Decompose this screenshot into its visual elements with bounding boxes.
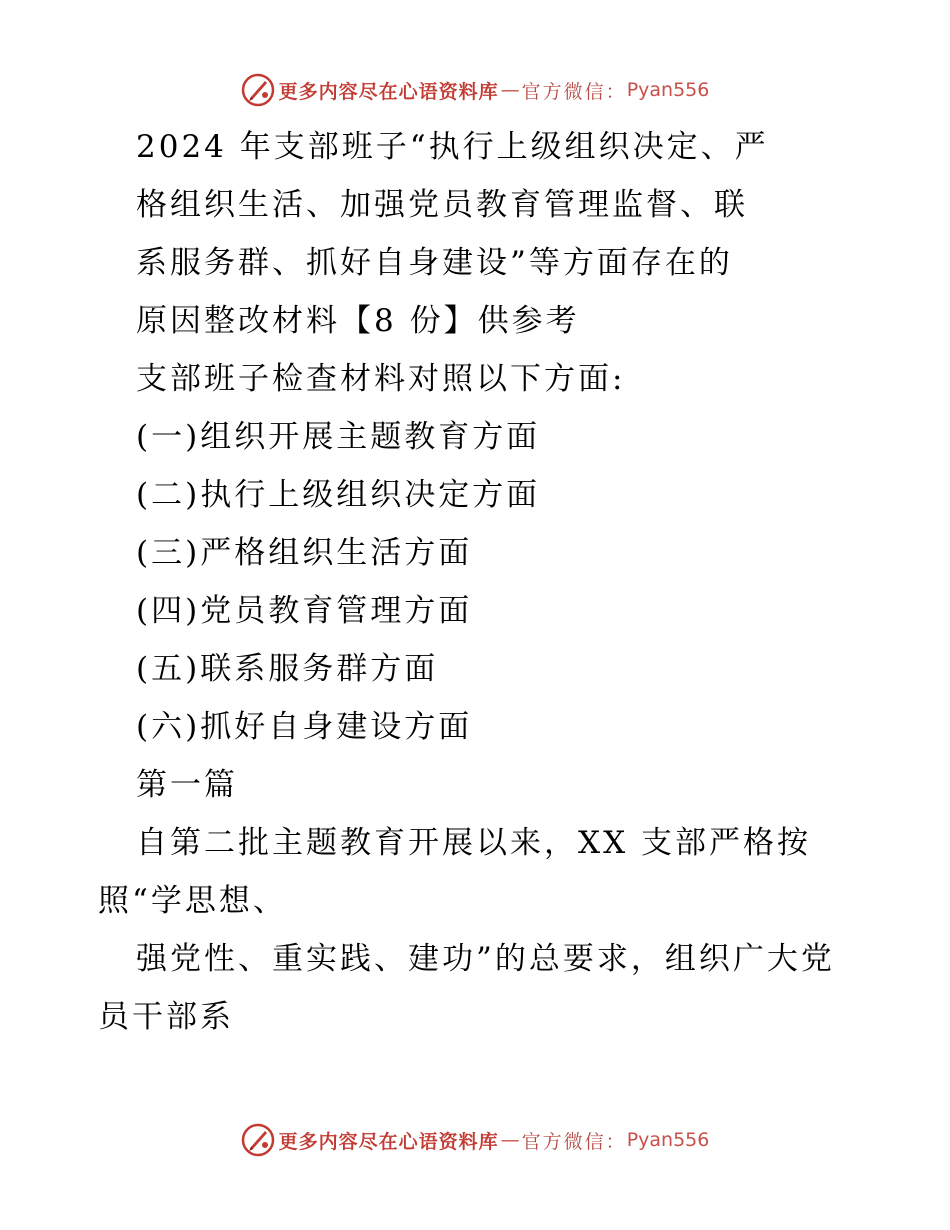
list-item: (二)执行上级组织决定方面 xyxy=(136,477,541,513)
quill-pen-logo-icon xyxy=(241,1123,275,1157)
title-line-2: 格组织生活、加强党员教育管理监督、联 xyxy=(136,187,748,223)
header-banner xyxy=(0,70,950,110)
quill-pen-logo-icon xyxy=(241,73,275,107)
title-line-3: 系服务群、抓好自身建设”等方面存在的 xyxy=(136,245,733,281)
list-item: (三)严格组织生活方面 xyxy=(136,535,473,571)
paragraph-line: 照“学思想、 xyxy=(98,883,287,919)
title-line-4: 原因整改材料【8 份】供参考 xyxy=(136,303,580,339)
intro-line: 支部班子检查材料对照以下方面: xyxy=(136,361,626,397)
list-item: (六)抓好自身建设方面 xyxy=(136,709,473,745)
section-heading: 第一篇 xyxy=(136,767,238,803)
document-body xyxy=(98,118,878,1046)
banner-wechat-id: Pyan556 xyxy=(626,79,710,101)
banner-wechat-label: 官方微信： xyxy=(521,80,627,103)
banner-dash: — xyxy=(500,1129,520,1151)
banner-wechat-label: 官方微信： xyxy=(521,1130,627,1153)
paragraph-line: 强党性、重实践、建功”的总要求，组织广大党 xyxy=(136,941,835,977)
banner-brand-text: 更多内容尽在心语资料库 xyxy=(278,1130,499,1153)
banner-wechat-id: Pyan556 xyxy=(626,1129,710,1151)
footer-banner xyxy=(0,1120,950,1160)
list-item: (五)联系服务群方面 xyxy=(136,651,439,687)
list-item: (四)党员教育管理方面 xyxy=(136,593,473,629)
banner-dash: — xyxy=(500,79,520,101)
list-item: (一)组织开展主题教育方面 xyxy=(136,419,541,455)
title-line-1: 2024 年支部班子“执行上级组织决定、严 xyxy=(136,129,769,165)
paragraph-line: 员干部系 xyxy=(98,999,234,1035)
banner-brand-text: 更多内容尽在心语资料库 xyxy=(278,80,499,103)
paragraph-line: 自第二批主题教育开展以来，XX 支部严格按 xyxy=(136,825,811,861)
